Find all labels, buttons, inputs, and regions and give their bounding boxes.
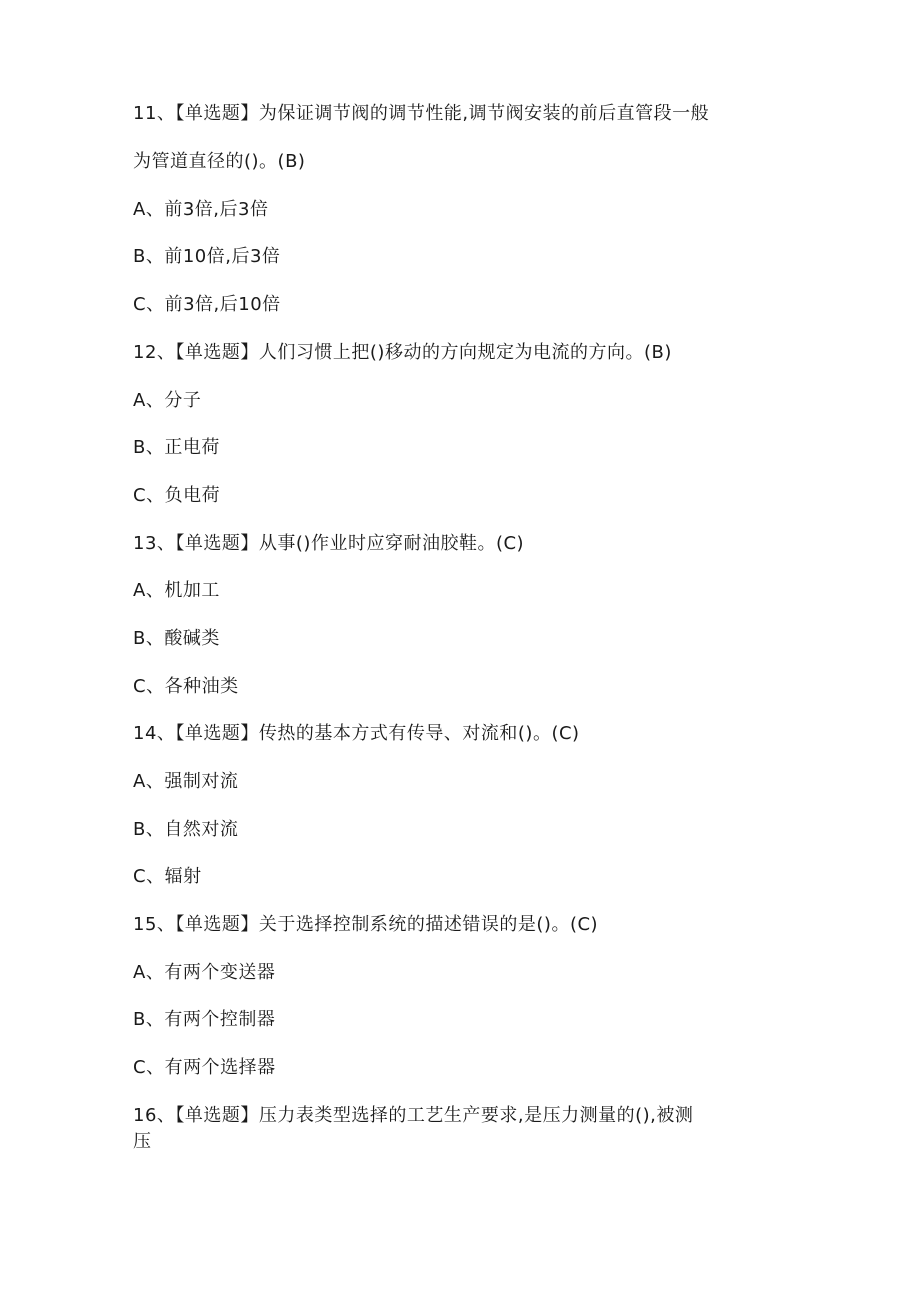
- question-11-option-c: C、前3倍,后10倍: [133, 294, 281, 315]
- question-11-option-b: B、前10倍,后3倍: [133, 246, 281, 267]
- question-14-option-b: B、自然对流: [133, 819, 239, 840]
- question-12-option-a: A、分子: [133, 390, 202, 411]
- question-12-stem: 12、【单选题】人们习惯上把()移动的方向规定为电流的方向。(B): [133, 342, 672, 363]
- question-12-option-c: C、负电荷: [133, 485, 221, 506]
- question-14-option-a: A、强制对流: [133, 771, 239, 792]
- question-13-option-b: B、酸碱类: [133, 628, 220, 649]
- question-13-option-c: C、各种油类: [133, 676, 239, 697]
- question-11-stem-continued: 为管道直径的()。(B): [133, 151, 306, 172]
- question-16-stem-continued: 压: [133, 1131, 152, 1152]
- question-15-option-c: C、有两个选择器: [133, 1057, 276, 1078]
- question-12-option-b: B、正电荷: [133, 437, 220, 458]
- question-15-stem: 15、【单选题】关于选择控制系统的描述错误的是()。(C): [133, 914, 599, 935]
- question-14-stem: 14、【单选题】传热的基本方式有传导、对流和()。(C): [133, 723, 580, 744]
- question-15-option-a: A、有两个变送器: [133, 962, 276, 983]
- question-11-stem: 11、【单选题】为保证调节阀的调节性能,调节阀安装的前后直管段一般: [133, 103, 710, 124]
- question-16-stem: 16、【单选题】压力表类型选择的工艺生产要求,是压力测量的(),被测: [133, 1105, 694, 1126]
- question-13-stem: 13、【单选题】从事()作业时应穿耐油胶鞋。(C): [133, 533, 525, 554]
- question-14-option-c: C、辐射: [133, 866, 202, 887]
- question-13-option-a: A、机加工: [133, 580, 220, 601]
- question-15-option-b: B、有两个控制器: [133, 1009, 276, 1030]
- question-11-option-a: A、前3倍,后3倍: [133, 199, 269, 220]
